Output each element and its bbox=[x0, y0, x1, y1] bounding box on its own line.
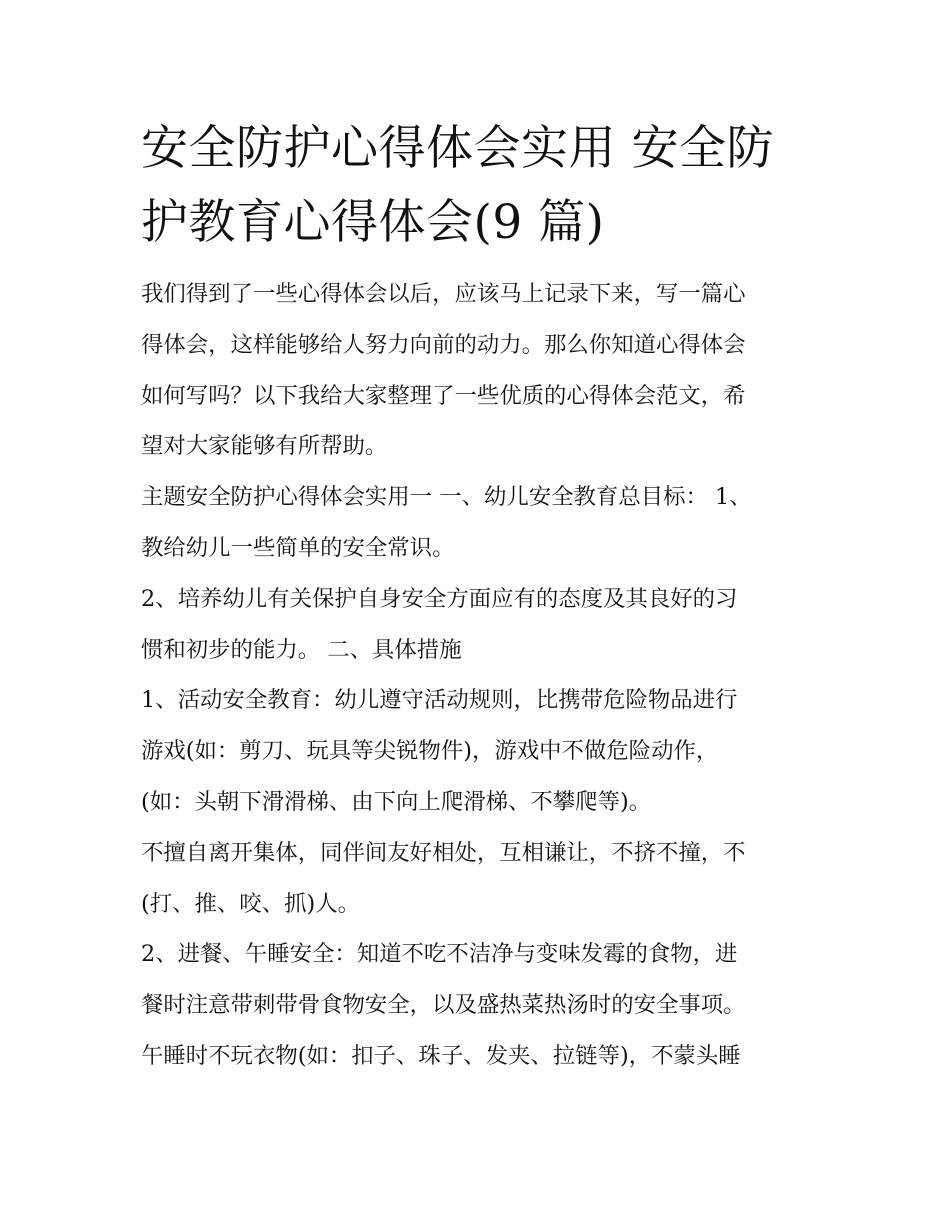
paragraph-goals bbox=[141, 472, 821, 574]
paragraph-meal-nap-safety bbox=[141, 929, 821, 1081]
text-line: 2、培养幼儿有关保护自身安全方面应有的态度及其良好的习 bbox=[141, 585, 738, 612]
text-line: (打、推、咬、抓)人。 bbox=[141, 890, 360, 917]
document-title bbox=[141, 112, 821, 260]
paragraph-group-behavior bbox=[141, 828, 821, 930]
text-line: 主题安全防护心得体会实用一 一、幼儿安全教育总目标： 1、 bbox=[141, 484, 752, 511]
text-line: 望对大家能够有所帮助。 bbox=[141, 433, 388, 460]
text-line: 不擅自离开集体，同伴间友好相处，互相谦让，不挤不撞，不 bbox=[141, 839, 746, 866]
text-line: (如：头朝下滑滑梯、由下向上爬滑梯、不攀爬等)。 bbox=[141, 788, 652, 815]
text-line: 如何写吗？以下我给大家整理了一些优质的心得体会范文，希 bbox=[141, 382, 746, 409]
title-line: 护教育心得体会(9 篇) bbox=[141, 195, 605, 250]
text-line: 得体会，这样能够给人努力向前的动力。那么你知道心得体会 bbox=[141, 331, 746, 358]
paragraph-intro bbox=[141, 269, 821, 472]
title-line: 安全防护心得体会实用 安全防 bbox=[141, 121, 774, 176]
text-line: 惯和初步的能力。 二、具体措施 bbox=[141, 636, 462, 663]
text-line: 餐时注意带刺带骨食物安全，以及盛热菜热汤时的安全事项。 bbox=[141, 992, 746, 1019]
paragraph-activity-safety bbox=[141, 675, 821, 827]
text-line: 2、进餐、午睡安全：知道不吃不洁净与变味发霉的食物，进 bbox=[141, 941, 738, 968]
text-line: 我们得到了一些心得体会以后，应该马上记录下来，写一篇心 bbox=[141, 281, 746, 307]
document-content bbox=[141, 112, 821, 1082]
text-line: 1、活动安全教育：幼儿遵守活动规则，比携带危险物品进行 bbox=[141, 687, 738, 714]
paragraph-attitude bbox=[141, 574, 821, 676]
document-body bbox=[141, 269, 821, 1082]
text-line: 游戏(如：剪刀、玩具等尖锐物件)，游戏中不做危险动作， bbox=[141, 738, 719, 765]
text-line: 教给幼儿一些简单的安全常识。 bbox=[141, 534, 455, 561]
text-line: 午睡时不玩衣物(如：扣子、珠子、发夹、拉链等)，不蒙头睡 bbox=[141, 1042, 741, 1069]
